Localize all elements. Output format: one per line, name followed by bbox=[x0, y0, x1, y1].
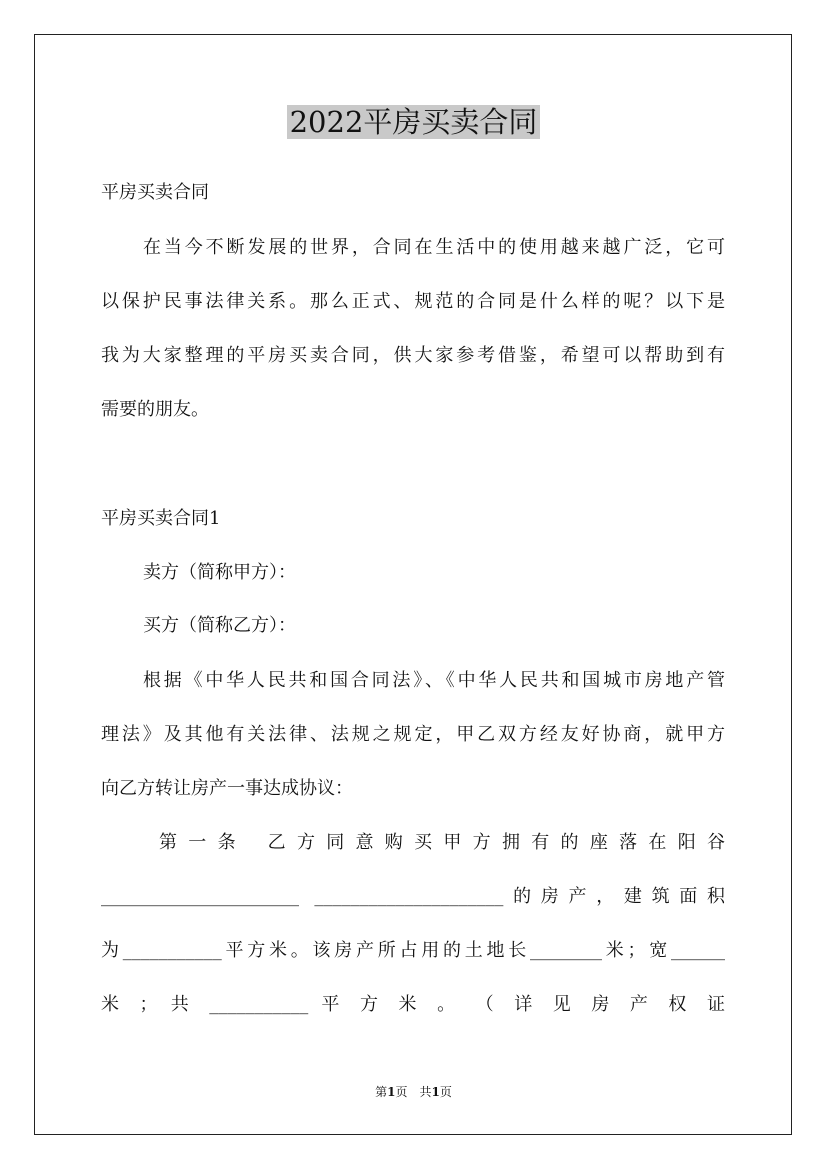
basis-line-1: 根据《中华人民共和国合同法》、《中华人民共和国城市房地产管 bbox=[143, 670, 725, 691]
basis-line-2: 理法》及其他有关法律、法规之规定，甲乙双方经友好协商，就甲方 bbox=[101, 724, 725, 745]
buyer-line: 买方（简称乙方）： bbox=[143, 615, 296, 636]
intro-line-3: 我为大家整理的平房买卖合同，供大家参考借鉴，希望可以帮助到有 bbox=[101, 345, 725, 366]
subtitle: 平房买卖合同 bbox=[101, 182, 209, 203]
seller-line: 卖方（简称甲方）： bbox=[143, 562, 296, 583]
document-title bbox=[0, 100, 827, 144]
intro-line-2: 以保护民事法律关系。那么正式、规范的合同是什么样的呢？以下是 bbox=[101, 291, 725, 312]
basis-line-3: 向乙方转让房产一事达成协议： bbox=[101, 778, 353, 799]
section-heading: 平房买卖合同1 bbox=[101, 508, 221, 529]
article1-line-3: 为___________平方米。该房产所占用的土地长________米；宽______ bbox=[101, 940, 725, 961]
article1-line-1: 第 一 条 乙 方 同 意 购 买 甲 方 拥 有 的 座 落 在 阳 谷 bbox=[159, 832, 725, 853]
intro-line-1: 在当今不断发展的世界，合同在生活中的使用越来越广泛，它可 bbox=[143, 237, 725, 258]
article1-line-4: 米 ； 共 ___________ 平 方 米 。 （ 详 见 房 产 权 证 bbox=[101, 994, 725, 1015]
intro-line-4: 需要的朋友。 bbox=[101, 399, 209, 420]
article1-line-2: ______________________ _____________________的房产，建筑面积 bbox=[101, 886, 725, 907]
document-title-text: 2022平房买卖合同 bbox=[287, 105, 541, 139]
page-footer: 第1页 共1页 bbox=[375, 1085, 452, 1099]
